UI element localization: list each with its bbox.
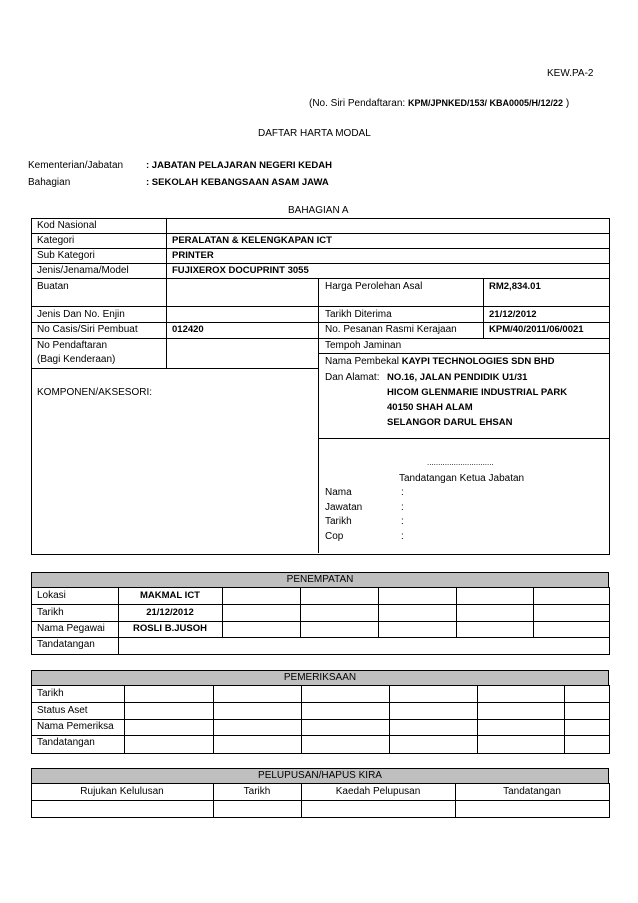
alamat-line-1: NO.16, JALAN PENDIDIK U1/31	[387, 372, 528, 383]
divider	[564, 685, 565, 753]
divider	[533, 587, 534, 637]
divider	[166, 218, 167, 368]
subkategori-label: Sub Kategori	[37, 250, 95, 261]
alamat-label: Dan Alamat:	[325, 372, 380, 383]
division-value: : SEKOLAH KEBANGSAAN ASAM JAWA	[146, 177, 329, 188]
signature-title: Tandatangan Ketua Jabatan	[399, 473, 525, 484]
divider	[318, 353, 609, 354]
signature-line: ..............................	[427, 458, 494, 467]
division-label: Bahagian	[28, 177, 71, 188]
pegawai-label: Nama Pegawai	[37, 623, 105, 634]
penempatan-title: PENEMPATAN	[31, 572, 609, 588]
pesanan-label: No. Pesanan Rasmi Kerajaan	[325, 324, 457, 335]
divider	[456, 587, 457, 637]
pemeriksaan-title: PEMERIKSAAN	[31, 670, 609, 686]
penempatan-tarikh-label: Tarikh	[37, 607, 64, 618]
tarikh-colon: :	[401, 516, 404, 527]
kod-nasional-label: Kod Nasional	[37, 220, 97, 231]
form-code: KEW.PA-2	[547, 68, 594, 79]
jenis-value: FUJIXEROX DOCUPRINT 3055	[172, 265, 309, 276]
status-aset-label: Status Aset	[37, 705, 88, 716]
nama-label: Nama	[325, 487, 352, 498]
pemeriksaan-tarikh-label: Tarikh	[37, 688, 64, 699]
kategori-label: Kategori	[37, 235, 75, 246]
pembekal-label: Nama Pembekal	[325, 356, 399, 367]
divider	[31, 368, 318, 369]
divider	[318, 278, 319, 553]
pendaftaran-sublabel: (Bagi Kenderaan)	[37, 354, 116, 365]
divider	[31, 338, 609, 339]
nama-colon: :	[401, 487, 404, 498]
pembekal-line	[325, 355, 554, 369]
alamat-line-3: 40150 SHAH ALAM	[387, 402, 473, 413]
cop-label: Cop	[325, 531, 344, 542]
ministry-value: : JABATAN PELAJARAN NEGERI KEDAH	[146, 160, 332, 171]
komponen-label: KOMPONEN/AKSESORI:	[37, 387, 153, 398]
pelupusan-title: PELUPUSAN/HAPUS KIRA	[31, 768, 609, 784]
serial-number: KPM/JPNKED/153/ KBA0005/H/12/22	[407, 98, 564, 108]
jawatan-label: Jawatan	[325, 502, 363, 513]
part-a-title: BAHAGIAN A	[288, 205, 349, 216]
divider	[31, 735, 609, 736]
divider	[378, 587, 379, 637]
pegawai-value: ROSLI B.JUSOH	[133, 623, 207, 634]
divider	[301, 685, 302, 753]
lokasi-label: Lokasi	[37, 590, 66, 601]
penempatan-tarikh-value: 21/12/2012	[146, 607, 194, 618]
harga-label: Harga Perolehan Asal	[325, 281, 423, 292]
kaedah-header: Kaedah Pelupusan	[335, 786, 421, 797]
serial-number-line	[309, 98, 569, 109]
lokasi-value: MAKMAL ICT	[140, 590, 200, 601]
kategori-value: PERALATAN & KELENGKAPAN ICT	[172, 235, 332, 246]
divider	[300, 587, 301, 637]
serial-prefix: (No. Siri Pendaftaran:	[309, 98, 406, 109]
tarikh-label: Tarikh	[325, 516, 352, 527]
divider	[31, 278, 609, 279]
divider	[483, 278, 484, 338]
pesanan-value: KPM/40/2011/06/0021	[489, 324, 584, 335]
pemeriksaan-tandatangan-label: Tandatangan	[37, 737, 95, 748]
doc-title: DAFTAR HARTA MODAL	[258, 128, 371, 139]
pembekal-value: KAYPI TECHNOLOGIES SDN BHD	[401, 356, 555, 367]
pelupusan-tarikh-header: Tarikh	[243, 786, 271, 797]
divider	[31, 306, 609, 307]
jawatan-colon: :	[401, 502, 404, 513]
divider	[124, 685, 125, 753]
divider	[318, 438, 609, 439]
alamat-line-4: SELANGOR DARUL EHSAN	[387, 417, 513, 428]
harga-value: RM2,834.01	[489, 281, 541, 292]
tarikh-terima-value: 21/12/2012	[489, 309, 537, 320]
buatan-label: Buatan	[37, 281, 69, 292]
divider	[31, 702, 609, 703]
divider	[213, 685, 214, 753]
divider	[31, 719, 609, 720]
casis-value: 012420	[172, 324, 204, 335]
penempatan-tandatangan-label: Tandatangan	[37, 639, 95, 650]
pendaftaran-label: No Pendaftaran	[37, 340, 108, 351]
jenis-label: Jenis/Jenama/Model	[37, 265, 129, 276]
casis-label: No Casis/Siri Pembuat	[37, 324, 138, 335]
divider	[31, 248, 609, 249]
alamat-line-2: HICOM GLENMARIE INDUSTRIAL PARK	[387, 387, 568, 398]
pemeriksa-label: Nama Pemeriksa	[37, 721, 114, 732]
divider	[477, 685, 478, 753]
ministry-label: Kementerian/Jabatan	[28, 160, 124, 171]
rujukan-header: Rujukan Kelulusan	[80, 786, 164, 797]
divider	[389, 685, 390, 753]
jaminan-label: Tempoh Jaminan	[325, 340, 402, 351]
serial-suffix: )	[565, 98, 570, 109]
tarikh-terima-label: Tarikh Diterima	[325, 309, 392, 320]
cop-colon: :	[401, 531, 404, 542]
divider	[222, 587, 223, 637]
pelupusan-tandatangan-header: Tandatangan	[503, 786, 561, 797]
enjin-label: Jenis Dan No. Enjin	[37, 309, 125, 320]
subkategori-value: PRINTER	[172, 250, 214, 261]
divider	[31, 800, 609, 801]
